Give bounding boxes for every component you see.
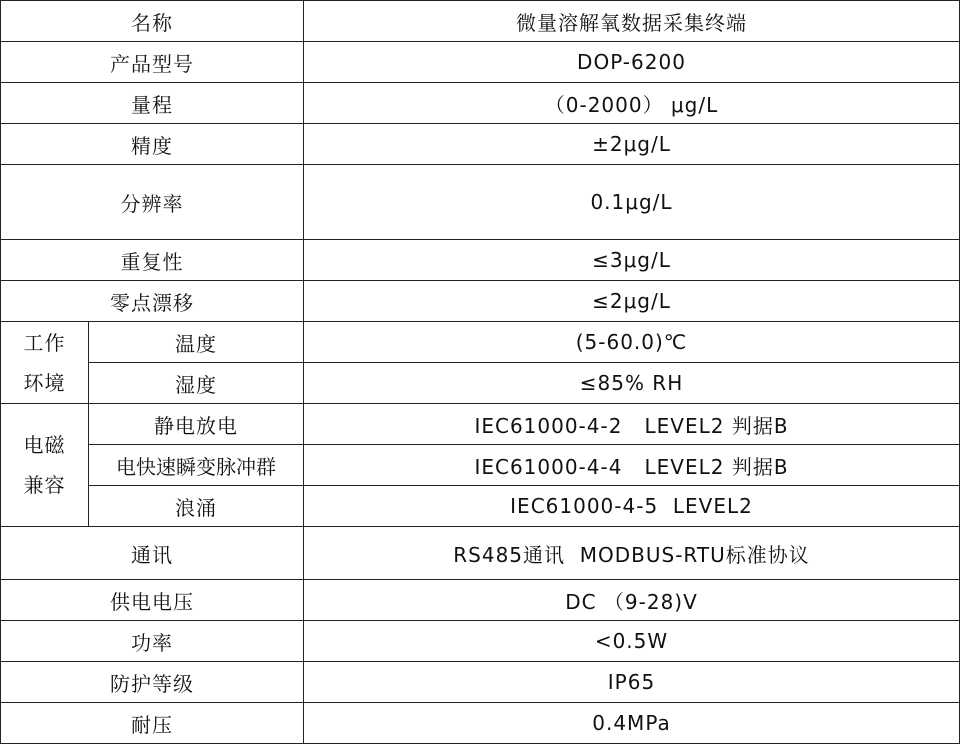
surge-value-cell: IEC61000-4-5 LEVEL2 bbox=[304, 486, 960, 527]
temperature-label-cell: 温度 bbox=[89, 322, 304, 363]
repeatability-label-cell: 重复性 bbox=[1, 240, 304, 281]
humidity-value-cell: ≤85% RH bbox=[304, 363, 960, 404]
temperature-value-cell: (5-60.0)℃ bbox=[304, 322, 960, 363]
table-row bbox=[1, 165, 960, 240]
model-label-cell: 产品型号 bbox=[1, 42, 304, 83]
communication-label-cell: 通讯 bbox=[1, 527, 304, 580]
zero-drift-label-cell: 零点漂移 bbox=[1, 281, 304, 322]
table-row bbox=[1, 580, 960, 621]
table-row bbox=[1, 703, 960, 744]
pressure-label-cell: 耐压 bbox=[1, 703, 304, 744]
esd-value-cell: IEC61000-4-2 LEVEL2 判据B bbox=[304, 404, 960, 445]
communication-value-cell: RS485通讯 MODBUS-RTU标准协议 bbox=[304, 527, 960, 580]
table-row bbox=[1, 83, 960, 124]
table-row bbox=[1, 404, 960, 445]
environment-group-line2: 环境 bbox=[23, 370, 66, 395]
table-row bbox=[1, 240, 960, 281]
table-row bbox=[1, 445, 960, 486]
table-row bbox=[1, 363, 960, 404]
esd-label-cell: 静电放电 bbox=[89, 404, 304, 445]
eft-label-cell: 电快速瞬变脉冲群 bbox=[89, 445, 304, 486]
emc-group-line2: 兼容 bbox=[23, 473, 66, 497]
environment-group-line1: 工作 bbox=[23, 330, 66, 355]
range-label-cell: 量程 bbox=[1, 83, 304, 124]
pressure-value-cell: 0.4MPa bbox=[304, 703, 960, 744]
accuracy-value-cell: ±2μg/L bbox=[304, 124, 960, 165]
table-row bbox=[1, 1, 960, 42]
power-label-cell: 功率 bbox=[1, 621, 304, 662]
protection-label-cell: 防护等级 bbox=[1, 662, 304, 703]
header-value-cell: 微量溶解氧数据采集终端 bbox=[304, 1, 960, 42]
header-label-cell: 名称 bbox=[1, 1, 304, 42]
range-value-cell: （0-2000） μg/L bbox=[304, 83, 960, 124]
repeatability-value-cell: ≤3μg/L bbox=[304, 240, 960, 281]
table-row bbox=[1, 322, 960, 363]
accuracy-label-cell: 精度 bbox=[1, 124, 304, 165]
table-row bbox=[1, 42, 960, 83]
eft-value-cell: IEC61000-4-4 LEVEL2 判据B bbox=[304, 445, 960, 486]
resolution-value-cell: 0.1μg/L bbox=[304, 165, 960, 240]
table-row bbox=[1, 527, 960, 580]
table-row bbox=[1, 621, 960, 662]
resolution-label-cell: 分辨率 bbox=[1, 165, 304, 240]
table-row bbox=[1, 486, 960, 527]
table-row bbox=[1, 281, 960, 322]
surge-label-cell: 浪涌 bbox=[89, 486, 304, 527]
power-value-cell: <0.5W bbox=[304, 621, 960, 662]
protection-value-cell: IP65 bbox=[304, 662, 960, 703]
environment-group-cell bbox=[1, 322, 89, 404]
zero-drift-value-cell: ≤2μg/L bbox=[304, 281, 960, 322]
emc-group-line1: 电磁 bbox=[23, 433, 66, 457]
emc-group-cell bbox=[1, 404, 89, 527]
power-supply-value-cell: DC （9-28)V bbox=[304, 580, 960, 621]
power-supply-label-cell: 供电电压 bbox=[1, 580, 304, 621]
humidity-label-cell: 湿度 bbox=[89, 363, 304, 404]
table-row bbox=[1, 662, 960, 703]
table-row bbox=[1, 124, 960, 165]
model-value-cell: DOP-6200 bbox=[304, 42, 960, 83]
